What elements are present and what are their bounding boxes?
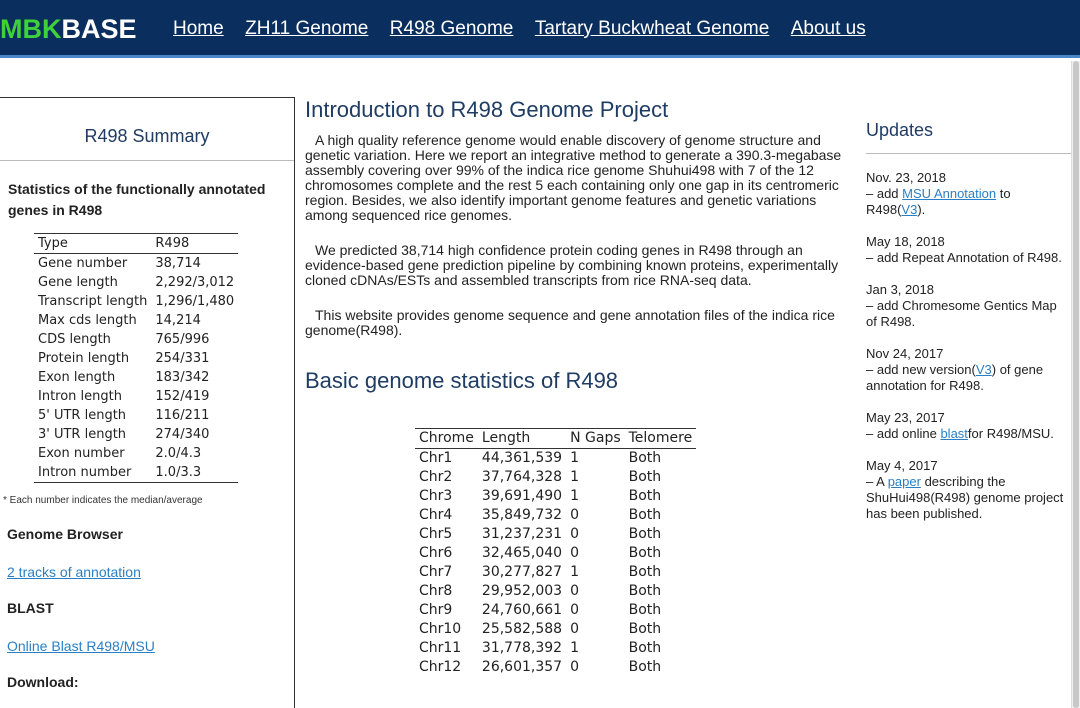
download-heading: Download: — [7, 674, 79, 690]
table-cell: Chr9 — [419, 602, 453, 618]
update-item — [866, 170, 1071, 218]
basic-stats-title: Basic genome statistics of R498 — [305, 368, 619, 393]
prediction-paragraph: We predicted 38,714 high confidence protein coding genes in R498 through an evidence-based gene prediction pipeline by combining known proteins, experimentally cloned cDNAs/ESTs and assembled transcripts from rice RNA-seq data. — [305, 242, 839, 288]
table-header-row — [34, 234, 238, 254]
table-cell: 29,952,003 — [481, 583, 563, 599]
scrollbar-thumb[interactable] — [1073, 61, 1079, 708]
table-cell: 30,277,827 — [481, 564, 563, 580]
table-cell: Both — [628, 583, 662, 599]
table-row — [34, 425, 238, 444]
table-cell: Transcript length — [38, 294, 148, 309]
update-date: May 4, 2017 — [866, 458, 938, 473]
table-cell: 0 — [570, 583, 580, 599]
update-date: May 23, 2017 — [866, 410, 945, 425]
update-date: Nov 24, 2017 — [866, 346, 944, 361]
stats-title: Statistics of the functionally annotated genes in R498 — [8, 181, 266, 218]
table-cell: Both — [628, 526, 662, 542]
table-cell: Chr7 — [419, 564, 453, 580]
table-cell: 1 — [570, 640, 580, 656]
table-cell: Chr4 — [419, 507, 453, 523]
update-text: to R498( — [866, 186, 1011, 217]
logo-part-white: BASE — [61, 14, 137, 44]
table-row — [34, 273, 238, 292]
table-cell: Chr10 — [419, 621, 462, 637]
main-nav — [173, 18, 883, 40]
table-cell: 2.0/4.3 — [155, 446, 202, 461]
table-cell: Chr8 — [419, 583, 453, 599]
nav-zh11-genome-link[interactable]: ZH11 Genome — [245, 18, 369, 39]
annotation-tracks-link[interactable]: 2 tracks of annotation — [7, 564, 141, 580]
table-cell: 24,760,661 — [481, 602, 563, 618]
update-date: Nov. 23, 2018 — [866, 170, 946, 185]
table-row — [415, 563, 696, 582]
page-scrollbar[interactable] — [1071, 61, 1080, 708]
table-row — [34, 463, 238, 483]
update-text: – add online — [866, 426, 941, 441]
table-cell: 31,778,392 — [481, 640, 563, 656]
table-cell: 25,582,588 — [481, 621, 563, 637]
table-row — [34, 292, 238, 311]
table-cell: Both — [628, 507, 662, 523]
table-cell: Chr3 — [419, 488, 453, 504]
table-cell: Protein length — [38, 351, 130, 366]
table-cell: 1 — [570, 450, 580, 466]
table-cell: Intron number — [38, 465, 132, 480]
table-row — [34, 254, 238, 274]
table-cell: Exon number — [38, 446, 125, 461]
table-cell: 274/340 — [155, 427, 210, 442]
column-header: R498 — [151, 234, 238, 254]
table-cell: 39,691,490 — [481, 488, 563, 504]
update-item — [866, 458, 1071, 522]
table-cell: Chr1 — [419, 450, 453, 466]
genome-browser-heading: Genome Browser — [7, 526, 123, 542]
table-cell: Both — [628, 621, 662, 637]
updates-list — [866, 170, 1071, 522]
table-cell: Chr11 — [419, 640, 462, 656]
update-link[interactable]: paper — [887, 474, 921, 489]
table-cell: Both — [628, 450, 662, 466]
table-row — [34, 368, 238, 387]
table-cell: 1 — [570, 564, 580, 580]
update-link[interactable]: V3 — [901, 202, 918, 217]
website-paragraph: This website provides genome sequence and gene annotation files of the indica rice genome(R498). — [305, 307, 835, 338]
genome-stats-table — [415, 428, 696, 677]
main-content — [305, 97, 860, 677]
update-text: – A — [866, 474, 888, 489]
table-cell: 0 — [570, 526, 580, 542]
table-cell: 152/419 — [155, 389, 210, 404]
table-row — [415, 468, 696, 487]
column-header: Length — [478, 429, 566, 449]
sidebar-title: R498 Summary — [84, 126, 210, 146]
top-header — [0, 0, 1080, 58]
table-cell: 0 — [570, 507, 580, 523]
table-cell: Both — [628, 488, 662, 504]
table-cell: 0 — [570, 545, 580, 561]
table-cell: Gene length — [38, 275, 118, 290]
table-cell: Exon length — [38, 370, 116, 385]
update-text: – add new version( — [866, 362, 976, 377]
nav-r498-genome-link[interactable]: R498 Genome — [389, 18, 514, 39]
table-cell: 37,764,328 — [481, 469, 563, 485]
table-row — [415, 506, 696, 525]
table-row — [34, 330, 238, 349]
table-cell: 765/996 — [155, 332, 210, 347]
update-item — [866, 410, 1071, 442]
update-item — [866, 282, 1071, 330]
update-item — [866, 346, 1071, 394]
update-text: – add — [866, 186, 903, 201]
update-text: describing the ShuHui498(R498) genome project has been published. — [866, 474, 1064, 521]
nav-about-us-link[interactable]: About us — [790, 18, 866, 39]
table-row — [415, 525, 696, 544]
update-link[interactable]: MSU Annotation — [902, 186, 997, 201]
updates-panel — [866, 120, 1071, 538]
table-row — [34, 406, 238, 425]
table-cell: 116/211 — [155, 408, 210, 423]
column-header: Telomere — [625, 429, 697, 449]
update-text: for R498/MSU. — [967, 426, 1054, 441]
nav-tartary-buckwheat-link[interactable]: Tartary Buckwheat Genome — [534, 18, 770, 39]
table-row — [415, 449, 696, 469]
table-cell: 14,214 — [155, 313, 201, 328]
update-item — [866, 234, 1071, 266]
table-cell: 183/342 — [155, 370, 210, 385]
blast-heading: BLAST — [7, 600, 54, 616]
update-link[interactable]: V3 — [975, 362, 992, 377]
stats-footnote: * Each number indicates the median/average — [3, 495, 203, 506]
column-header: Chrome — [415, 429, 478, 449]
table-cell: 1.0/3.3 — [155, 465, 202, 480]
gene-stats-table — [34, 233, 238, 483]
table-row — [34, 349, 238, 368]
table-row — [415, 658, 696, 677]
table-cell: 31,237,231 — [481, 526, 563, 542]
table-cell: Both — [628, 564, 662, 580]
table-row — [34, 387, 238, 406]
table-row — [415, 620, 696, 639]
table-row — [415, 544, 696, 563]
online-blast-link[interactable]: Online Blast R498/MSU — [7, 638, 155, 654]
table-cell: CDS length — [38, 332, 111, 347]
update-date: May 18, 2018 — [866, 234, 945, 249]
update-text: – add Repeat Annotation of R498. — [866, 250, 1062, 265]
table-row — [415, 487, 696, 506]
table-cell: 254/331 — [155, 351, 210, 366]
table-row — [34, 311, 238, 330]
table-cell: 35,849,732 — [481, 507, 563, 523]
table-cell: Chr5 — [419, 526, 453, 542]
table-cell: 1 — [570, 488, 580, 504]
update-text: ) of gene annotation for R498. — [866, 362, 1044, 393]
table-row — [415, 601, 696, 620]
table-cell: 0 — [570, 621, 580, 637]
intro-paragraph: A high quality reference genome would enable discovery of genome structure and genetic variation. Here we report an integrative method to generate a 390.3-megabase assembly covering over 99% of the indica rice genome Shuhui498 with 7 of the 12 chromosomes complete and the rest 5 each containing only one gap in its centromeric region. Besides, we also identify important genome features and genetic variations among sequenced rice genomes. — [305, 132, 842, 223]
site-logo[interactable] — [0, 13, 137, 45]
nav-home-link[interactable]: Home — [173, 18, 224, 39]
table-cell: Both — [628, 659, 662, 675]
update-text: ). — [917, 202, 926, 217]
column-header: N Gaps — [566, 429, 625, 449]
update-link[interactable]: blast — [940, 426, 968, 441]
table-cell: Both — [628, 469, 662, 485]
table-cell: Both — [628, 602, 662, 618]
update-text: – add Chromesome Gentics Map of R498. — [866, 298, 1057, 329]
table-cell: 1,296/1,480 — [155, 294, 235, 309]
logo-part-green: MBK — [0, 14, 62, 44]
sidebar-divider — [0, 160, 294, 161]
table-cell: Both — [628, 640, 662, 656]
table-cell: 26,601,357 — [481, 659, 563, 675]
table-cell: 2,292/3,012 — [155, 275, 235, 290]
table-cell: Chr6 — [419, 545, 453, 561]
summary-sidebar — [0, 97, 295, 708]
table-header-row — [415, 429, 696, 449]
table-cell: 44,361,539 — [481, 450, 563, 466]
table-row — [415, 639, 696, 658]
intro-title: Introduction to R498 Genome Project — [305, 97, 669, 122]
updates-title: Updates — [866, 120, 934, 140]
table-cell: Both — [628, 545, 662, 561]
table-cell: 1 — [570, 469, 580, 485]
table-cell: 32,465,040 — [481, 545, 563, 561]
table-cell: 38,714 — [155, 256, 201, 271]
table-cell: Gene number — [38, 256, 128, 271]
table-cell: Max cds length — [38, 313, 137, 328]
table-cell: 0 — [570, 659, 580, 675]
table-cell: Intron length — [38, 389, 122, 404]
table-cell: Chr2 — [419, 469, 453, 485]
update-date: Jan 3, 2018 — [866, 282, 934, 297]
column-header: Type — [34, 234, 151, 254]
updates-divider — [866, 153, 1071, 154]
table-row — [415, 582, 696, 601]
table-cell: Chr12 — [419, 659, 462, 675]
table-cell: 0 — [570, 602, 580, 618]
table-row — [34, 444, 238, 463]
table-cell: 3' UTR length — [38, 427, 127, 442]
table-cell: 5' UTR length — [38, 408, 127, 423]
